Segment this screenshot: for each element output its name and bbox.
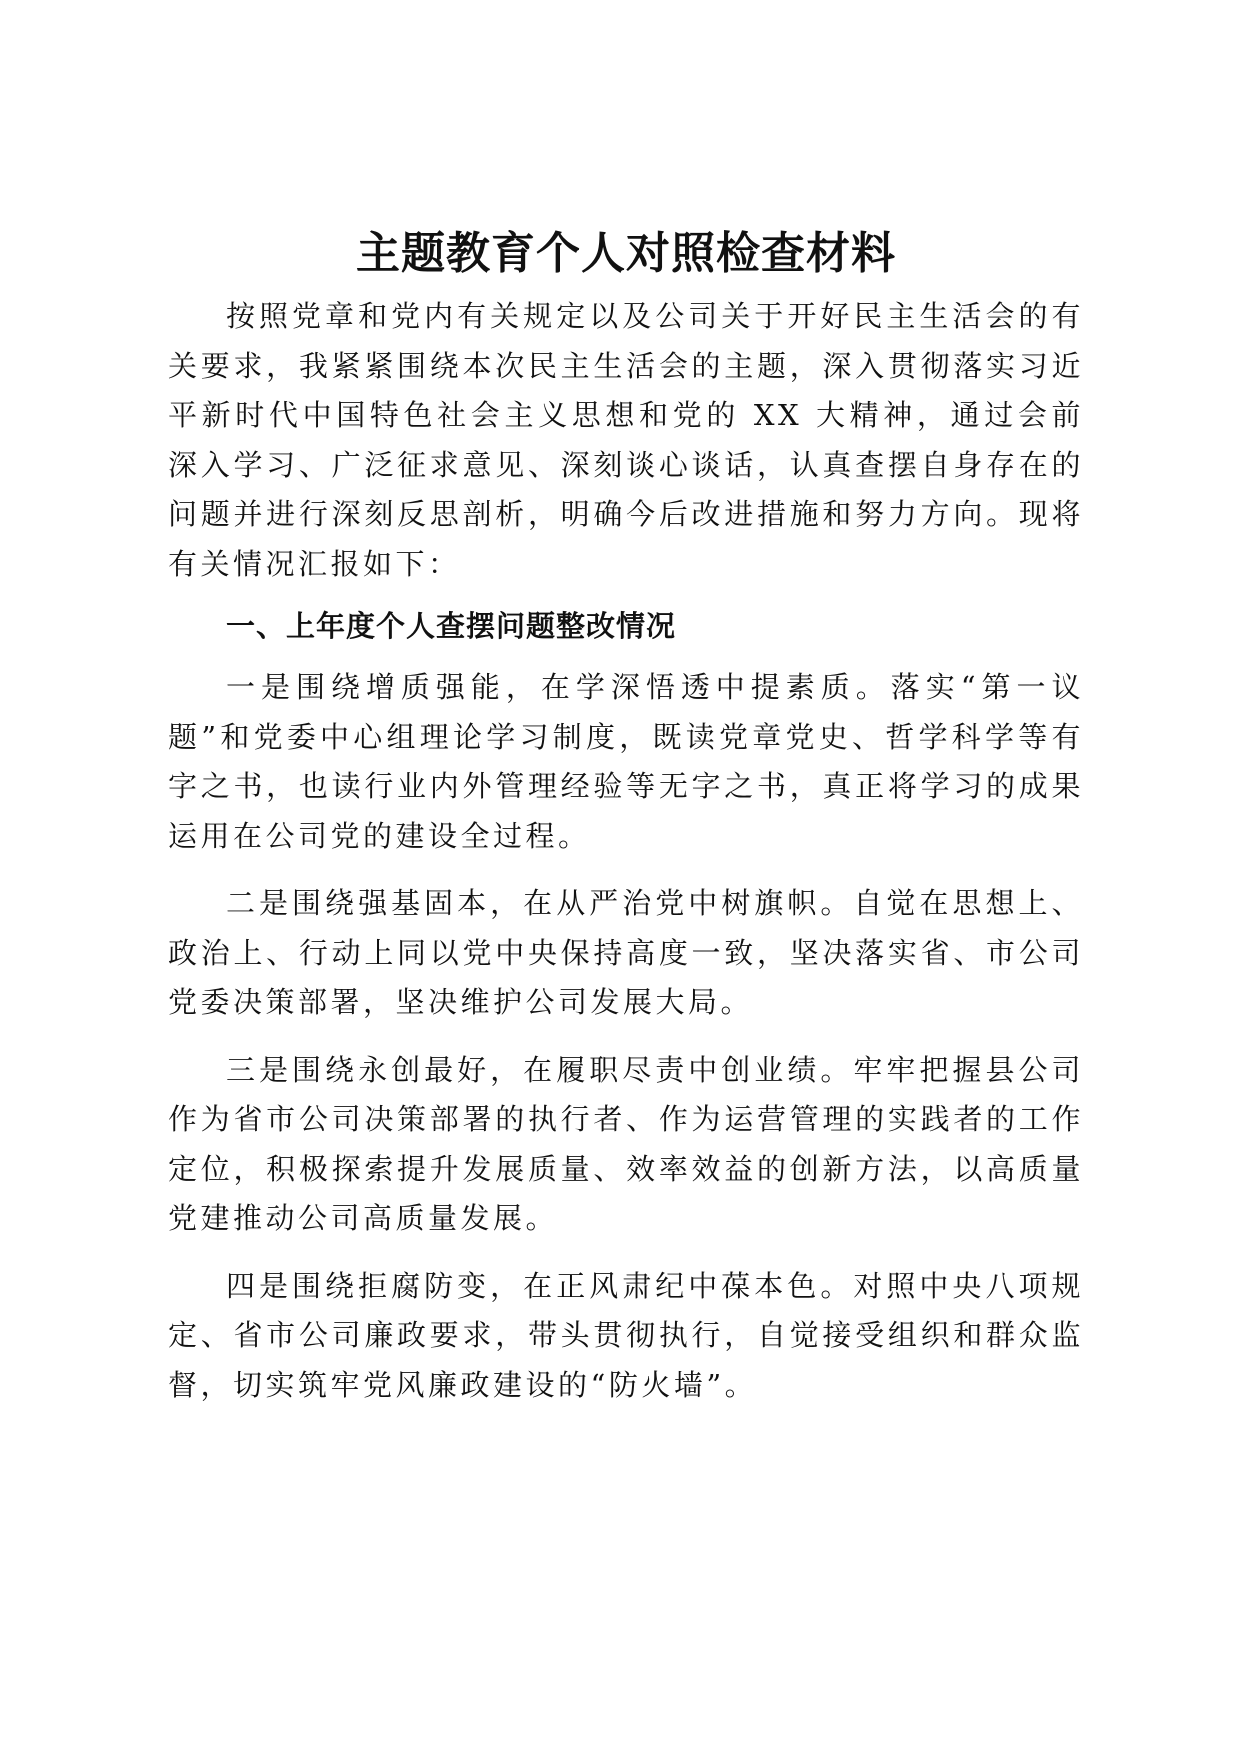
paragraph-3: 三是围绕永创最好，在履职尽责中创业绩。牢牢把握县公司作为省市公司决策部署的执行者、作为运营管理的实践者的工作定位，积极探索提升发展质量、效率效益的创新方法，以高质量党建推动公司高质量发展。 [168, 1052, 1084, 1235]
paragraph-4: 四是围绕拒腐防变，在正风肃纪中葆本色。对照中央八项规定、省市公司廉政要求，带头贯彻执行，自觉接受组织和群众监督，切实筑牢党风廉政建设的“防火墙”。 [168, 1268, 1084, 1402]
document-body [168, 222, 1084, 1410]
intro-paragraph: 按照党章和党内有关规定以及公司关于开好民主生活会的有关要求，我紧紧围绕本次民主生活会的主题，深入贯彻落实习近平新时代中国特色社会主义思想和党的 XX 大精神，通过会前深入学习、广泛征求意见、深刻谈心谈话，认真查摆自身存在的问题并进行深刻反思剖析，明确今后改进措施和努力方向。现将有关情况汇报如下： [168, 299, 1084, 581]
section-heading-1: 一、上年度个人查摆问题整改情况 [226, 609, 677, 643]
paragraph-1: 一是围绕增质强能，在学深悟透中提素质。落实“第一议题”和党委中心组理论学习制度，既读党章党史、哲学科学等有字之书，也读行业内外管理经验等无字之书，真正将学习的成果运用在公司党的建设全过程。 [168, 670, 1084, 853]
paragraph-2: 二是围绕强基固本，在从严治党中树旗帜。自觉在思想上、政治上、行动上同以党中央保持高度一致，坚决落实省、市公司党委决策部署，坚决维护公司发展大局。 [168, 886, 1084, 1019]
document-title: 主题教育个人对照检查材料 [356, 228, 896, 279]
